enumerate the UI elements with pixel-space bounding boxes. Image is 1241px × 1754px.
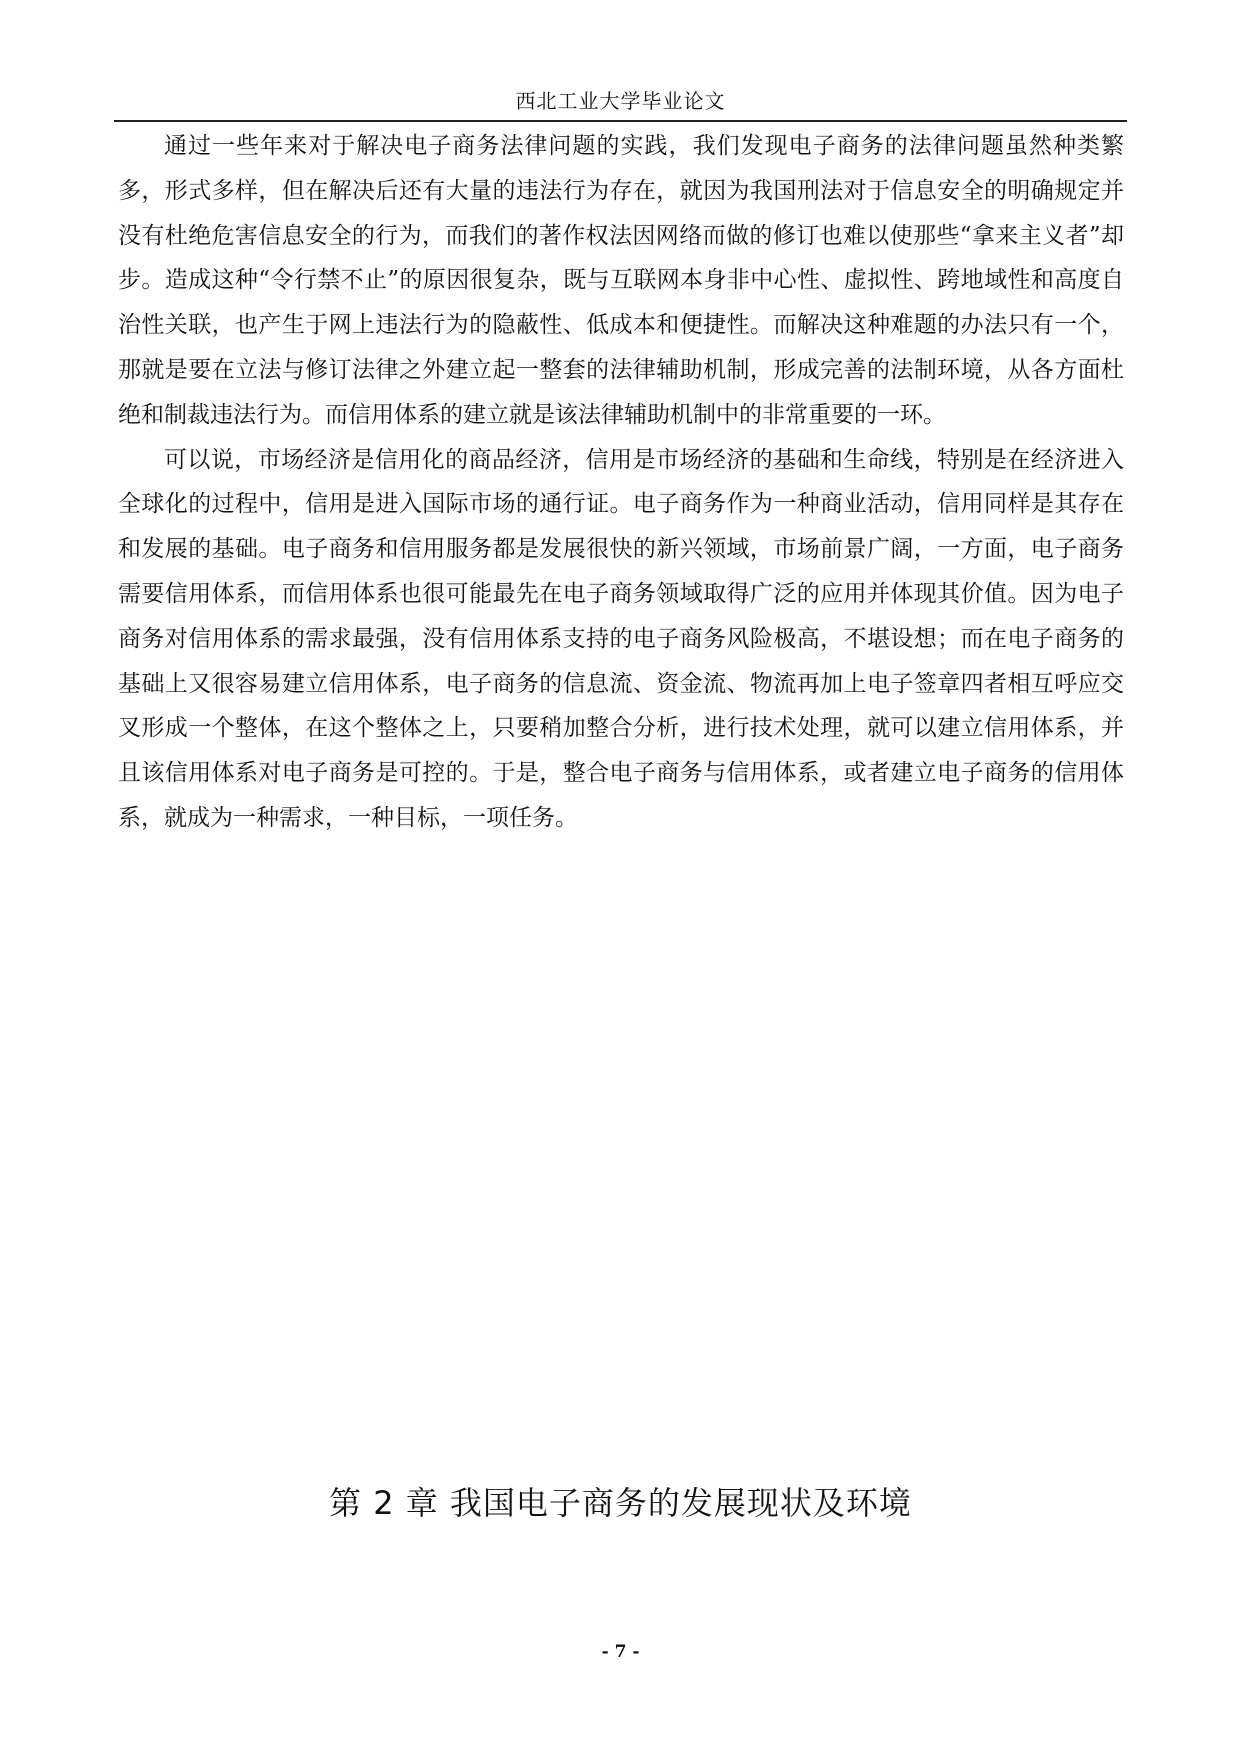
body-text xyxy=(118,124,1124,841)
page-header xyxy=(114,86,1127,122)
paragraph-1: 通过一些年来对于解决电子商务法律问题的实践，我们发现电子商务的法律问题虽然种类繁多，形式多样，但在解决后还有大量的违法行为存在，就因为我国刑法对于信息安全的明确规定并没有杜绝危害信息安全的行为，而我们的著作权法因网络而做的修订也难以使那些“拿来主义者”却步。造成这种“令行禁不止”的原因很复杂，既与互联网本身非中心性、虚拟性、跨地域性和高度自治性关联，也产生于网上违法行为的隐蔽性、低成本和便捷性。而解决这种难题的办法只有一个，那就是要在立法与修订法律之外建立起一整套的法律辅助机制，形成完善的法制环境，从各方面杜绝和制裁违法行为。而信用体系的建立就是该法律辅助机制中的非常重要的一环。 xyxy=(118,133,1124,428)
header-title: 西北工业大学毕业论文 xyxy=(515,89,726,113)
paragraph-2: 可以说，市场经济是信用化的商品经济，信用是市场经济的基础和生命线，特别是在经济进入全球化的过程中，信用是进入国际市场的通行证。电子商务作为一种商业活动，信用同样是其存在和发展的基础。电子商务和信用服务都是发展很快的新兴领域，市场前景广阔，一方面，电子商务需要信用体系，而信用体系也很可能最先在电子商务领域取得广泛的应用并体现其价值。因为电子商务对信用体系的需求最强，没有信用体系支持的电子商务风险极高，不堪设想；而在电子商务的基础上又很容易建立信用体系，电子商务的信息流、资金流、物流再加上电子签章四者相互呼应交叉形成一个整体，在这个整体之上，只要稍加整合分析，进行技术处理，就可以建立信用体系，并且该信用体系对电子商务是可控的。于是，整合电子商务与信用体系，或者建立电子商务的信用体系，就成为一种需求，一种目标，一项任务。 xyxy=(118,446,1124,831)
chapter-title: 第 2 章 我国电子商务的发展现状及环境 xyxy=(329,1484,912,1522)
page-number: - 7 - xyxy=(601,1642,640,1662)
